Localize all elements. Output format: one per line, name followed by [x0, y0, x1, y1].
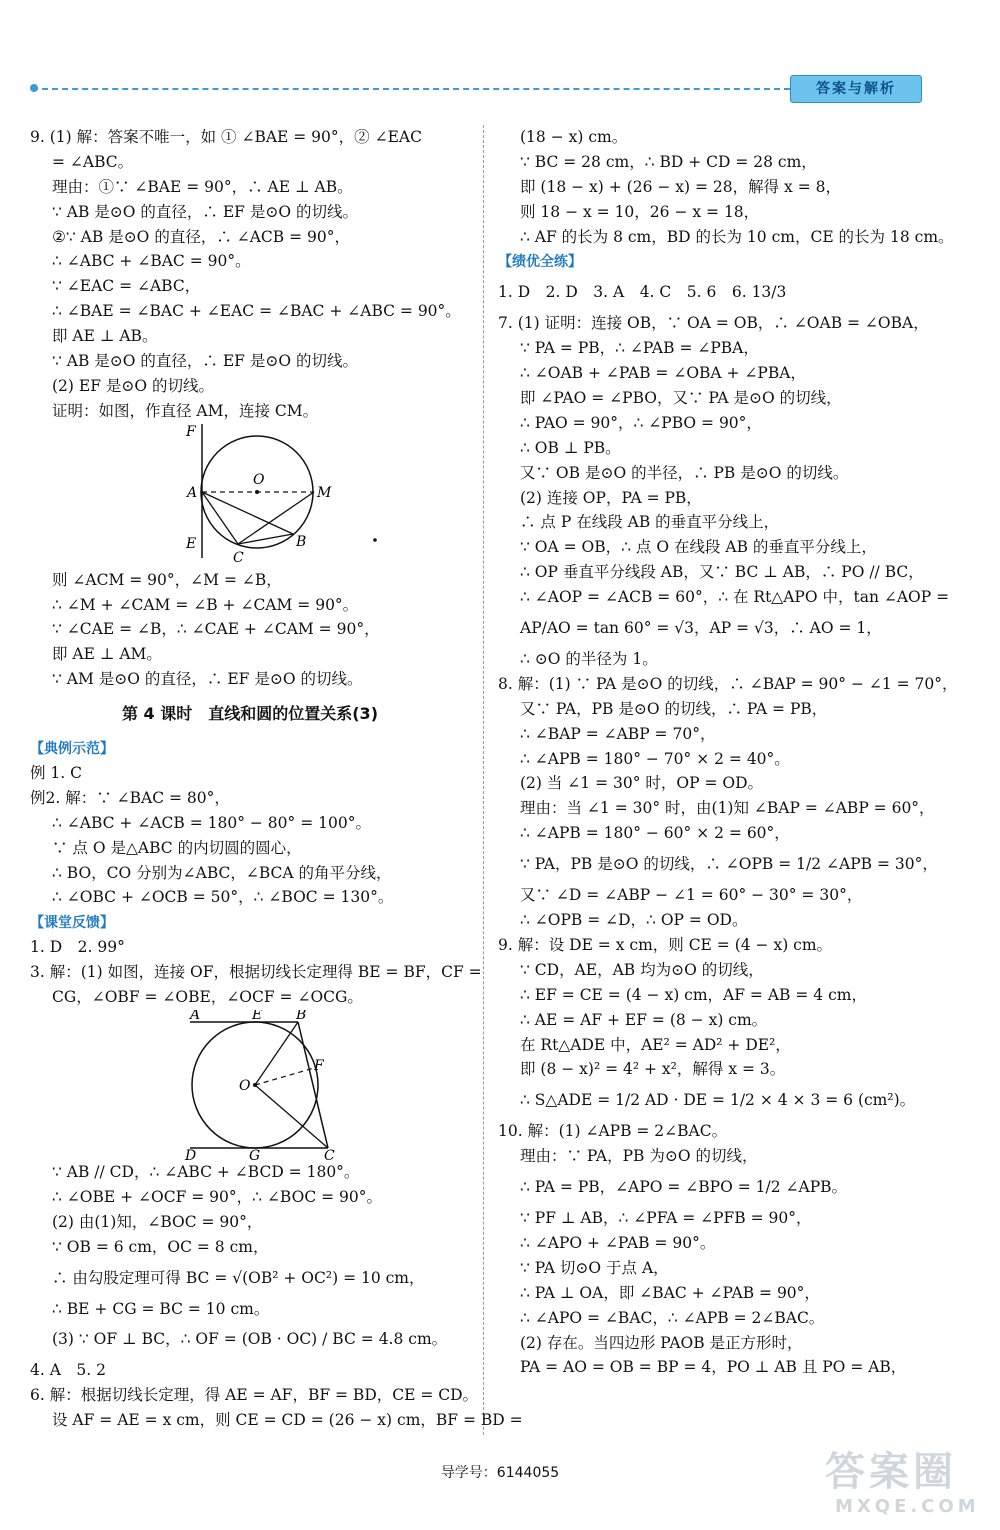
- text-line: 又∵ ∠D = ∠ABP − ∠1 = 60° − 30° = 30°，: [520, 886, 863, 905]
- section-tag: 【典例示范】: [30, 741, 114, 758]
- text-line: 1. D 2. D 3. A 4. C 5. 6 6. 13/3: [498, 283, 787, 302]
- watermark-url: MXQE.COM: [835, 1496, 980, 1517]
- text-line: (2) 由(1)知，∠BOC = 90°，: [52, 1212, 263, 1231]
- text-line: ∴ OP 垂直平分线段 AB，又∵ BC ⊥ AB，∴ PO // BC，: [520, 563, 924, 582]
- text-line: (2) 存在。当四边形 PAOB 是正方形时，: [520, 1333, 803, 1352]
- label-F: F: [186, 423, 196, 440]
- text-line: ∵ ∠CAE = ∠B，∴ ∠CAE + ∠CAM = 90°，: [52, 620, 380, 639]
- text-line: ∴ BE + CG = BC = 10 cm。: [52, 1299, 270, 1318]
- label-C: C: [233, 549, 244, 566]
- text-line: 9. 解：设 DE = x cm，则 CE = (4 − x) cm。: [498, 935, 833, 954]
- text-line: 3. 解：(1) 如图，连接 OF，根据切线长定理得 BE = BF，CF =: [30, 963, 482, 982]
- text-line: ∴ EF = CE = (4 − x) cm，AF = AB = 4 cm，: [520, 985, 867, 1004]
- text-line: ∴ ∠OAB + ∠PAB = ∠OBA + ∠PBA，: [520, 364, 806, 383]
- text-line: 8. 解：(1) ∵ PA 是⊙O 的切线，∴ ∠BAP = 90° − ∠1 = 70°，: [498, 674, 958, 693]
- text-line: 即 AE ⊥ AM。: [52, 645, 162, 664]
- text-line: 9. (1) 解：答案不唯一，如 ① ∠BAE = 90°，② ∠EAC: [30, 128, 422, 146]
- text-line: CG，∠OBF = ∠OBE，∠OCF = ∠OCG。: [52, 988, 363, 1007]
- text-line: 例2. 解：∵ ∠BAC = 80°，: [30, 788, 230, 807]
- text-line: ∴ ∠APO = ∠BAC，∴ ∠APB = 2∠BAC。: [520, 1308, 825, 1327]
- text-line: ∵ AB 是⊙O 的直径，∴ EF 是⊙O 的切线。: [52, 352, 358, 371]
- text-line: 设 AF = AE = x cm，则 CE = CD = (26 − x) cm，BF = BD =: [52, 1411, 523, 1430]
- section-title: 第 4 课时 直线和圆的位置关系(3): [121, 704, 379, 724]
- section-tag: 【课堂反馈】: [30, 915, 114, 932]
- watermark-text: 答案圈: [825, 1449, 957, 1495]
- label-B: B: [296, 533, 307, 550]
- text-line: = ∠ABC。: [52, 152, 134, 171]
- text-line: 则 ∠ACM = 90°，∠M = ∠B，: [52, 570, 282, 589]
- text-line: ∴ S△ADE = 1/2 AD · DE = 1/2 × 4 × 3 = 6 (cm²)。: [520, 1091, 916, 1110]
- text-line: (2) 当 ∠1 = 30° 时，OP = OD。: [520, 774, 764, 793]
- text-line: ∴ PA = PB，∠APO = ∠BPO = 1/2 ∠APB。: [520, 1178, 848, 1197]
- figure-1-diagram: [30, 424, 470, 568]
- left-column: [30, 125, 523, 1433]
- section-tag: 【绩优全练】: [498, 254, 582, 271]
- text-line: ∴ ∠BAE = ∠BAC + ∠EAC = ∠BAC + ∠ABC = 90°。: [52, 302, 461, 321]
- text-line: 1. D 2. 99°: [30, 938, 125, 957]
- page-footer-code: 导学号：6144055: [440, 1465, 560, 1481]
- text-line: ∴ ∠OPB = ∠D，∴ OP = OD。: [520, 911, 748, 930]
- text-line: ∵ ∠EAC = ∠ABC，: [52, 277, 201, 296]
- label-O: O: [253, 471, 265, 488]
- text-line: ∴ ∠ABC + ∠ACB = 180° − 80° = 100°。: [52, 813, 371, 832]
- text-line: 证明：如图，作直径 AM，连接 CM。: [52, 401, 319, 420]
- text-line: ∴ AE = AF + EF = (8 − x) cm。: [520, 1010, 768, 1029]
- label-A: A: [190, 1009, 201, 1023]
- text-line: ∵ AB // CD，∴ ∠ABC + ∠BCD = 180°。: [52, 1162, 360, 1181]
- text-line: ∴ OB ⊥ PB。: [520, 438, 621, 457]
- label-F: F: [314, 1057, 324, 1074]
- text-line: ∴ ∠APO + ∠PAB = 90°。: [520, 1233, 716, 1252]
- text-line: ∵ OB = 6 cm，OC = 8 cm，: [52, 1237, 269, 1256]
- text-line: ∵ CD，AE，AB 均为⊙O 的切线，: [520, 960, 764, 979]
- text-line: ∴ ∠APB = 180° − 70° × 2 = 40°。: [520, 749, 790, 768]
- text-line: ∴ ∠ABC + ∠BAC = 90°。: [52, 252, 251, 271]
- text-line: ∴ PAO = 90°，∴ ∠PBO = 90°，: [520, 413, 762, 432]
- header-badge: 答案与解析: [790, 75, 922, 103]
- label-B: B: [296, 1009, 307, 1023]
- text-line: PA = AO = OB = BP = 4，PO ⊥ AB 且 PO = AB，: [520, 1358, 907, 1377]
- figure-2-diagram: [30, 1010, 470, 1160]
- header-divider: [32, 88, 790, 90]
- text-line: ∵ AM 是⊙O 的直径，∴ EF 是⊙O 的切线。: [52, 670, 363, 689]
- text-line: (2) 连接 OP，PA = PB，: [520, 488, 702, 507]
- text-line: ∴ AF 的长为 8 cm，BD 的长为 10 cm，CE 的长为 18 cm。: [520, 227, 954, 246]
- text-line: ∵ OA = OB，∴ 点 O 在线段 AB 的垂直平分线上，: [520, 538, 877, 557]
- text-line: AP/AO = tan 60° = √3，AP = √3，∴ AO = 1，: [520, 619, 882, 638]
- text-line: ∵ 点 O 是△ABC 的内切圆的圆心，: [52, 838, 302, 857]
- text-line: ∴ ∠BAP = ∠ABP = 70°，: [520, 724, 716, 743]
- column-divider: [483, 125, 484, 1435]
- label-E: E: [186, 535, 197, 552]
- text-line: 理由：∵ PA，PB 为⊙O 的切线，: [520, 1147, 758, 1166]
- text-line: 又∵ PA，PB 是⊙O 的切线，∴ PA = PB，: [520, 699, 828, 718]
- text-line: 即 AE ⊥ AB。: [52, 327, 158, 346]
- text-line: 即 (8 − x)² = 4² + x²，解得 x = 3。: [520, 1060, 786, 1079]
- label-G: G: [249, 1147, 261, 1160]
- text-line: ∴ 由勾股定理可得 BC = √(OB² + OC²) = 10 cm，: [52, 1268, 425, 1287]
- text-line: ∵ AB 是⊙O 的直径，∴ EF 是⊙O 的切线。: [52, 202, 358, 221]
- text-line: ∴ ∠APB = 180° − 60° × 2 = 60°，: [520, 824, 790, 843]
- text-line: ∴ ∠OBC + ∠OCB = 50°，∴ ∠BOC = 130°。: [52, 888, 394, 907]
- text-line: ∴ BO，CO 分别为∠ABC，∠BCA 的角平分线，: [52, 863, 392, 882]
- text-line: ∴ ⊙O 的半径为 1。: [520, 650, 658, 669]
- text-line: 7. (1) 证明：连接 OB，∵ OA = OB，∴ ∠OAB = ∠OBA，: [498, 314, 929, 333]
- text-line: 理由：当 ∠1 = 30° 时，由(1)知 ∠BAP = ∠ABP = 60°，: [520, 799, 935, 818]
- text-line: ②∵ AB 是⊙O 的直径，∴ ∠ACB = 90°，: [52, 227, 350, 246]
- label-O: O: [239, 1077, 251, 1094]
- label-A: A: [187, 484, 198, 501]
- text-line: 又∵ OB 是⊙O 的半径，∴ PB 是⊙O 的切线。: [520, 463, 849, 482]
- text-line: ∵ BC = 28 cm，∴ BD + CD = 28 cm，: [520, 152, 817, 171]
- text-line: 在 Rt△ADE 中，AE² = AD² + DE²，: [520, 1035, 791, 1054]
- text-line: 即 ∠PAO = ∠PBO，又∵ PA 是⊙O 的切线，: [520, 389, 842, 408]
- right-column: [498, 125, 958, 1380]
- text-line: ∴ ∠M + ∠CAM = ∠B + ∠CAM = 90°。: [52, 595, 359, 614]
- text-line: ∴ ∠OBE + ∠OCF = 90°，∴ ∠BOC = 90°。: [52, 1187, 382, 1206]
- text-line: ∴ 点 P 在线段 AB 的垂直平分线上，: [520, 513, 780, 532]
- text-line: ∵ PA = PB，∴ ∠PAB = ∠PBA，: [520, 339, 759, 358]
- label-E: E: [252, 1009, 263, 1023]
- text-line: ∵ PA，PB 是⊙O 的切线，∴ ∠OPB = 1/2 ∠APB = 30°，: [520, 855, 938, 874]
- text-line: ∴ ∠AOP = ∠ACB = 60°，∴ 在 Rt△APO 中，tan ∠AOP =: [520, 588, 950, 607]
- text-line: ∵ PA 切⊙O 于点 A，: [520, 1258, 669, 1277]
- text-line: 10. 解：(1) ∠APB = 2∠BAC。: [498, 1122, 728, 1141]
- text-line: 即 (18 − x) + (26 − x) = 28，解得 x = 8，: [520, 177, 842, 196]
- figure-circle-tangent: [30, 424, 470, 568]
- text-line: (3) ∵ OF ⊥ BC，∴ OF = (OB · OC) / BC = 4.8 cm。: [52, 1330, 448, 1349]
- label-D: D: [185, 1147, 197, 1160]
- watermark-logo: [815, 1440, 990, 1525]
- text-line: ∵ PF ⊥ AB，∴ ∠PFA = ∠PFB = 90°，: [520, 1209, 812, 1228]
- text-line: 理由：①∵ ∠BAE = 90°，∴ AE ⊥ AB。: [52, 177, 353, 196]
- text-line: 4. A 5. 2: [30, 1361, 106, 1380]
- label-M: M: [317, 484, 332, 501]
- figure-trapezoid-circle: [30, 1010, 470, 1160]
- text-line: (2) EF 是⊙O 的切线。: [52, 376, 215, 395]
- text-line: (18 − x) cm。: [520, 128, 628, 146]
- label-C: C: [324, 1147, 335, 1160]
- text-line: 例 1. C: [30, 764, 83, 783]
- text-line: 则 18 − x = 10，26 − x = 18，: [520, 202, 760, 221]
- text-line: ∴ PA ⊥ OA，即 ∠BAC + ∠PAB = 90°，: [520, 1283, 820, 1302]
- text-line: 6. 解：根据切线长定理，得 AE = AF，BF = BD，CE = CD。: [30, 1386, 479, 1405]
